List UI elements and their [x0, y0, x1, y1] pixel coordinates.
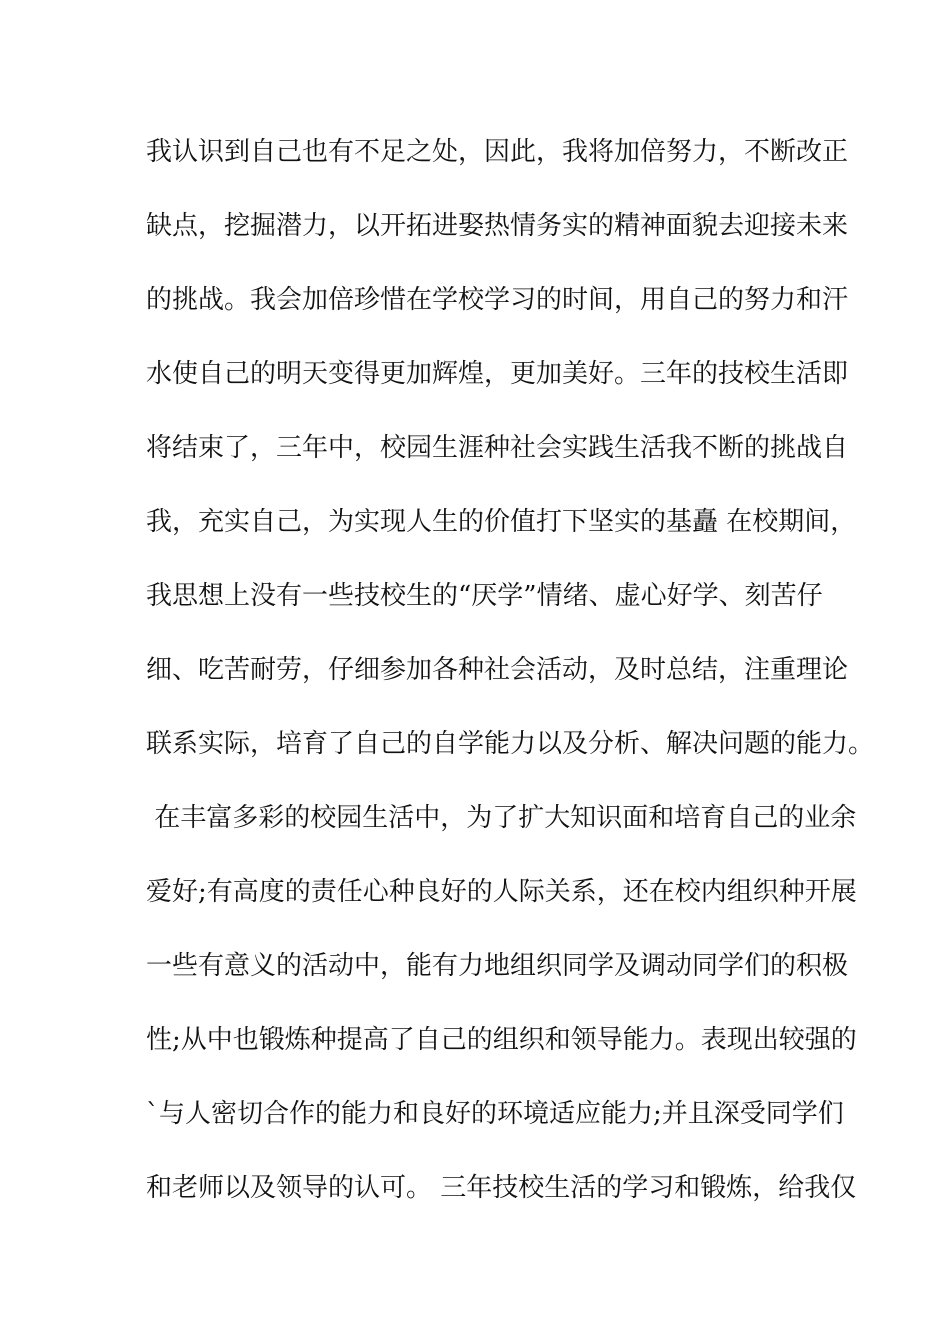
text-line: 缺点，挖掘潜力，以开拓进娶热情务实的精神面貌去迎接未来 [146, 211, 849, 241]
text-line: 爱好;有高度的责任心种良好的人际关系，还在校内组织种开展 [146, 877, 857, 907]
text-line: 将结束了，三年中，校园生涯种社会实践生活我不断的挑战自 [146, 433, 849, 463]
text-line: 在丰富多彩的校园生活中，为了扩大知识面和培育自己的业余 [146, 803, 857, 833]
text-line: 的挑战。我会加倍珍惜在学校学习的时间，用自己的努力和汗 [146, 285, 849, 315]
text-line: 我思想上没有一些技校生的“厌学”情绪、虚心好学、刻苦仔 [146, 581, 823, 611]
text-line: 水使自己的明天变得更加辉煌，更加美好。三年的技校生活即 [146, 359, 849, 389]
text-line: 性;从中也锻炼种提高了自己的组织和领导能力。表现出较强的 [146, 1025, 857, 1055]
text-line: 我认识到自己也有不足之处，因此，我将加倍努力，不断改正 [146, 137, 849, 167]
text-line: 和老师以及领导的认可。 三年技校生活的学习和锻炼，给我仅 [146, 1173, 857, 1203]
text-line: 我，充实自己，为实现人生的价值打下坚实的基矗 在校期间， [146, 507, 857, 537]
text-line: `与人密切合作的能力和良好的环境适应能力;并且深受同学们 [146, 1099, 844, 1129]
text-line: 联系实际，培育了自己的自学能力以及分析、解决问题的能力。 [146, 729, 875, 759]
body-text [146, 124, 875, 1234]
text-line: 细、吃苦耐劳，仔细参加各种社会活动，及时总结，注重理论 [146, 655, 849, 685]
text-line: 一些有意义的活动中，能有力地组织同学及调动同学们的积极 [146, 951, 849, 981]
